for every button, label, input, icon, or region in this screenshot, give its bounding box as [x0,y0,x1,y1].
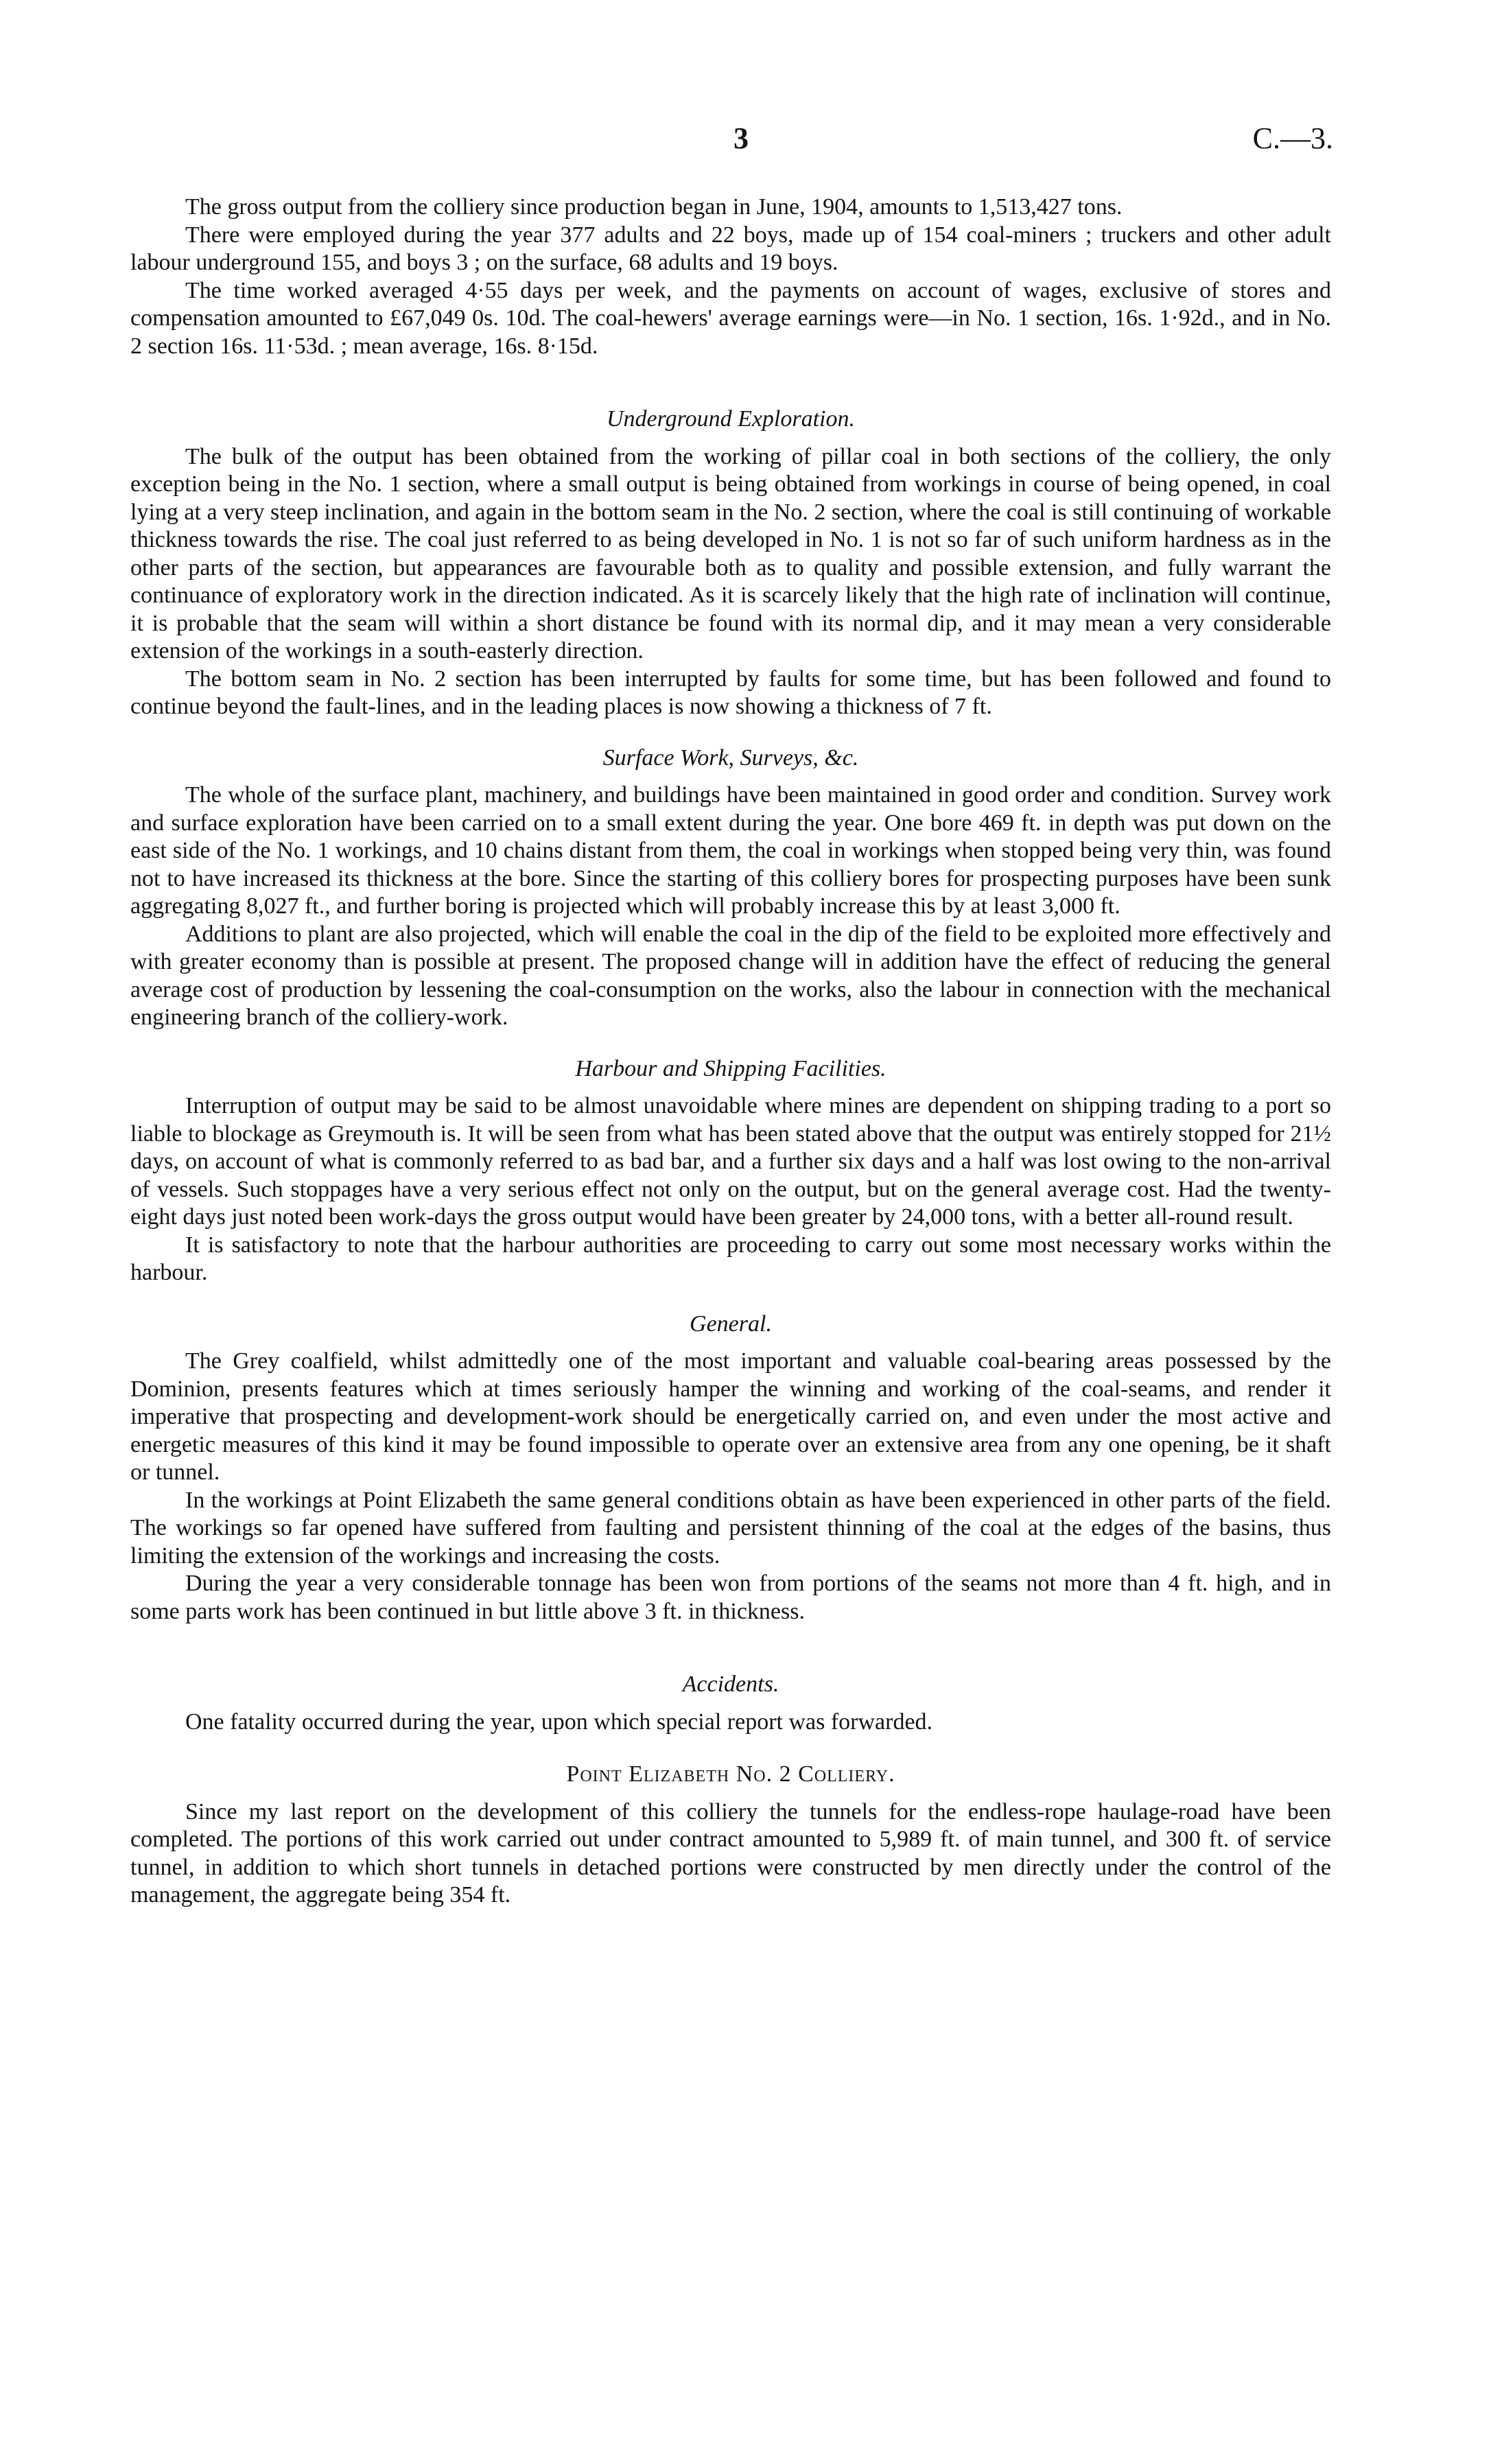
underground-paragraph-2: The bottom seam in No. 2 section has been interrupted by faults for some time, but has been followed and found to continue beyond the fault-lines, and in the leading places is now showing a thickness of 7 ft. [130,666,1331,719]
employment-paragraph: There were employed during the year 377 adults and 22 boys, made up of 154 coal-miners ; truckers and other adult labour underground 155, and boys 3 ; on the surface, 68 adults and 19 boys. [130,222,1331,275]
wages-paragraph: The time worked averaged 4·55 days per week, and the payments on account of wages, exclusive of stores and compensation amounted to £67,049 0s. 10d. The coal-hewers' average earnings were—in No. 1 section, 16s. 1·92d., and in No. 2 section 16s. 11·53d. ; mean average, 16s. 8·15d. [130,277,1331,359]
harbour-paragraph-2: It is satisfactory to note that the harbour authorities are proceeding to carry out some most necessary works within the harbour. [130,1232,1331,1285]
document-reference: C.—3. [1252,121,1333,155]
surface-paragraph-2: Additions to plant are also projected, which will enable the coal in the dip of the field to be exploited more effectively and with greater economy than is possible at present. The proposed change will in addition have the effect of reducing the general average cost of production by lessening the coal-consumption on the works, also the labour in connection with the mechanical engineering branch of the colliery-work. [130,921,1331,1030]
report-body [130,193,1331,1910]
surface-paragraph-1: The whole of the surface plant, machinery, and buildings have been maintained in good order and condition. Survey work and surface exploration have been carried on to a small extent during the year. One bore 469 ft. in depth was put down on the east side of the No. 1 workings, and 10 chains distant from them, the coal in workings when stopped being very thin, was found not to have increased its thickness at the bore. Since the starting of this colliery bores for prospecting purposes have been sunk aggregating 8,027 ft., and further boring is projected which will probably increase this by at least 3,000 ft. [130,782,1331,919]
accidents-paragraph: One fatality occurred during the year, upon which special report was forwarded. [185,1709,933,1735]
general-paragraph-1: The Grey coalfield, whilst admittedly one of the most important and valuable coal-bearing areas possessed by the Dominion, presents features which at times seriously hamper the winning and working of the coal-seams, and render it imperative that prospecting and development-work should be energetically carried on, and even under the most active and energetic measures of this kind it may be found impossible to operate over an extensive area from any one opening, be it shaft or tunnel. [130,1348,1331,1485]
point-elizabeth-heading: Point Elizabeth No. 2 Colliery. [566,1761,895,1787]
general-paragraph-2: In the workings at Point Elizabeth the same general conditions obtain as have been experienced in other parts of the field. The workings so far opened have suffered from faulting and persistent thinning of the coal at the edges of the basins, thus limiting the extension of the workings and increasing the costs. [130,1487,1331,1569]
accidents-heading: Accidents. [682,1671,779,1697]
underground-paragraph-1: The bulk of the output has been obtained from the working of pillar coal in both sections of the colliery, the only exception being in the No. 1 section, where a small output is being obtained from workings in course of being opened, in coal lying at a very steep inclination, and again in the bottom seam in the No. 2 section, where the coal is still continuing of workable thickness towards the rise. The coal just referred to as being developed in No. 1 is not so far of such uniform hardness as in the other parts of the section, but appearances are favourable both as to quality and possible extension, and fully warrant the continuance of exploratory work in the direction indicated. As it is scarcely likely that the high rate of inclination will continue, it is probable that the seam will within a short distance be found with its normal dip, and it may mean a very considerable extension of the workings in a south-easterly direction. [130,443,1331,664]
harbour-heading: Harbour and Shipping Facilities. [575,1055,887,1081]
general-heading: General. [690,1311,772,1337]
output-paragraph: The gross output from the colliery since production began in June, 1904, amounts to 1,513,427 tons. [185,194,1123,220]
underground-exploration-heading: Underground Exploration. [606,406,855,432]
page-number: 3 [733,121,749,155]
harbour-paragraph-1: Interruption of output may be said to be almost unavoidable where mines are dependent on shipping trading to a port so liable to blockage as Greymouth is. It will be seen from what has been stated above that the output was entirely stopped for 21½ days, on account of what is commonly referred to as bad bar, and a further six days and a half was lost owing to the non-arrival of vessels. Such stoppages have a very serious effect not only on the output, but on the general average cost. Had the twenty-eight days just noted been work-days the gross output would have been greater by 24,000 tons, with a better all-round result. [130,1093,1331,1230]
general-paragraph-3: During the year a very considerable tonnage has been won from portions of the seams not more than 4 ft. high, and in some parts work has been continued in but little above 3 ft. in thickness. [130,1571,1331,1624]
point-elizabeth-paragraph: Since my last report on the development of this colliery the tunnels for the endless-rope haulage-road have been completed. The portions of this work carried out under contract amounted to 5,989 ft. of main tunnel, and 300 ft. of service tunnel, in addition to which short tunnels in detached portions were constructed by men directly under the control of the management, the aggregate being 354 ft. [130,1798,1331,1908]
surface-work-heading: Surface Work, Surveys, &c. [602,744,859,771]
